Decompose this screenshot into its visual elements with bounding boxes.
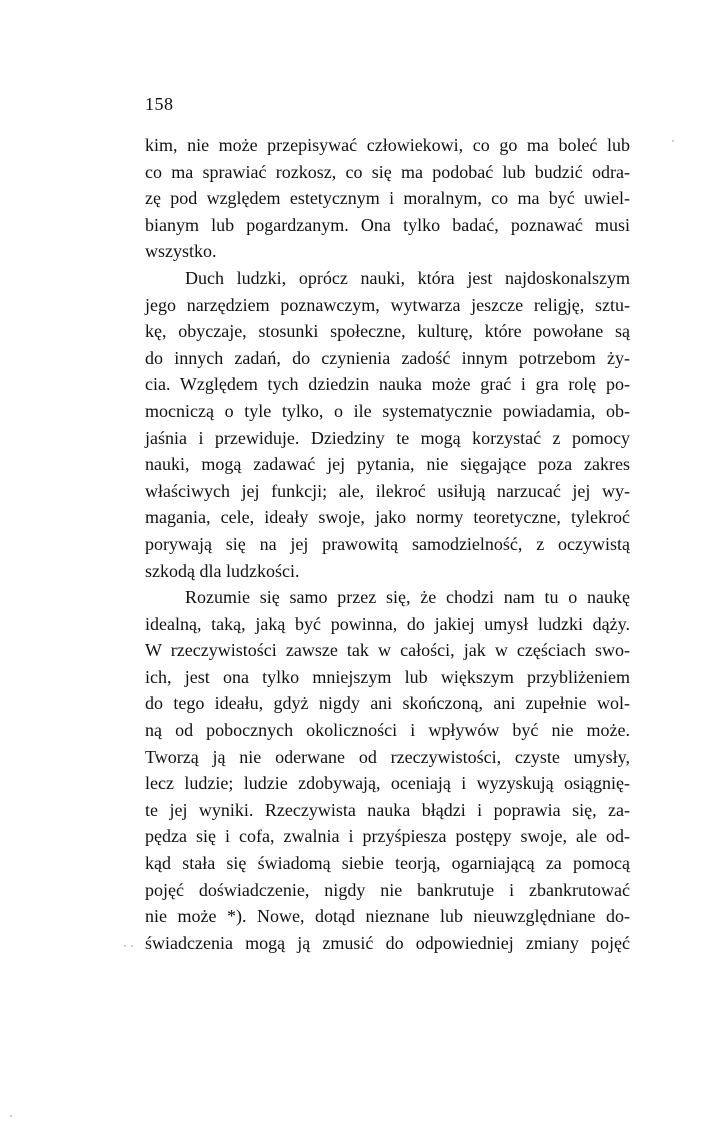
text-line: nie może *). Nowe, dotąd nieznane lub nieuwzględniane do- [145, 906, 630, 927]
text-line: jaśnia i przewiduje. Dziedziny te mogą korzystać z pomocy [145, 427, 630, 448]
text-line: nauki, mogą zadawać jej pytania, nie sięgające poza zakres [145, 454, 630, 475]
scan-speck [131, 945, 133, 947]
text-line: zę pod względem estetycznym i moralnym, co ma być uwiel- [145, 188, 630, 209]
text-line: właściwych jej funkcji; ale, ilekroć usiłują narzucać jej wy- [145, 480, 630, 501]
scan-speck [10, 1115, 12, 1117]
text-line: do tego ideału, gdyż nigdy ani skończoną, ani zupełnie wol- [145, 693, 630, 714]
text-line: kąd stała się świadomą siebie teorją, ogarniającą za pomocą [145, 853, 630, 874]
text-line: pojęć doświadczenie, nigdy nie bankrutuje i zbankrutować [145, 879, 630, 900]
body-text [145, 132, 630, 956]
text-line: wszystko. [145, 241, 217, 262]
text-line: magania, cele, ideały swoje, jako normy teoretyczne, tylekroć [145, 507, 630, 528]
text-line: jego narzędziem poznawczym, wytwarza jeszcze religję, sztu- [145, 294, 630, 315]
text-line: Rozumie się samo przez się, że chodzi nam tu o naukę [185, 587, 630, 608]
text-line: pędza się i cofa, zwalnia i przyśpiesza postępy swoje, ale od- [145, 826, 630, 847]
text-line: W rzeczywistości zawsze tak w całości, jak w częściach swo- [145, 640, 630, 661]
text-line: szkodą dla ludzkości. [145, 560, 300, 581]
text-line: ich, jest ona tylko mniejszym lub większym przybliżeniem [145, 666, 630, 687]
text-line: świadczenia mogą ją zmusić do odpowiedniej zmiany pojęć [145, 932, 630, 953]
text-line: porywają się na jej prawowitą samodzielność, z oczywistą [145, 533, 630, 554]
text-line: idealną, taką, jaką być powinna, do jakiej umysł ludzki dąży. [145, 613, 630, 634]
scan-speck [124, 945, 126, 947]
text-line: do innych zadań, do czynienia zadość innym potrzebom ży- [145, 347, 630, 368]
text-line: ną od pobocznych okoliczności i wpływów być nie może. [145, 720, 630, 741]
text-line: Duch ludzki, oprócz nauki, która jest najdoskonalszym [185, 267, 630, 288]
text-line: mocniczą o tyle tylko, o ile systematycznie powiadamia, ob- [145, 400, 630, 421]
text-line: co ma sprawiać rozkosz, co się ma podobać lub budzić odra- [145, 161, 630, 182]
text-line: kę, obyczaje, stosunki społeczne, kulturę, które powołane są [145, 321, 630, 342]
page-number: 158 [145, 94, 174, 114]
text-line: Tworzą ją nie oderwane od rzeczywistości, czyste umysły, [145, 746, 630, 767]
text-line: lecz ludzie; ludzie zdobywają, oceniają i wyzyskują osiągnię- [145, 773, 630, 794]
text-line: kim, nie może przepisywać człowiekowi, co go ma boleć lub [145, 135, 630, 155]
text-line: cia. Względem tych dziedzin nauka może grać i gra rolę po- [145, 374, 630, 395]
text-line: te jej wyniki. Rzeczywista nauka błądzi i poprawia się, za- [145, 799, 630, 820]
scan-speck [672, 140, 674, 142]
text-line: bianym lub pogardzanym. Ona tylko badać, poznawać musi [145, 214, 630, 235]
